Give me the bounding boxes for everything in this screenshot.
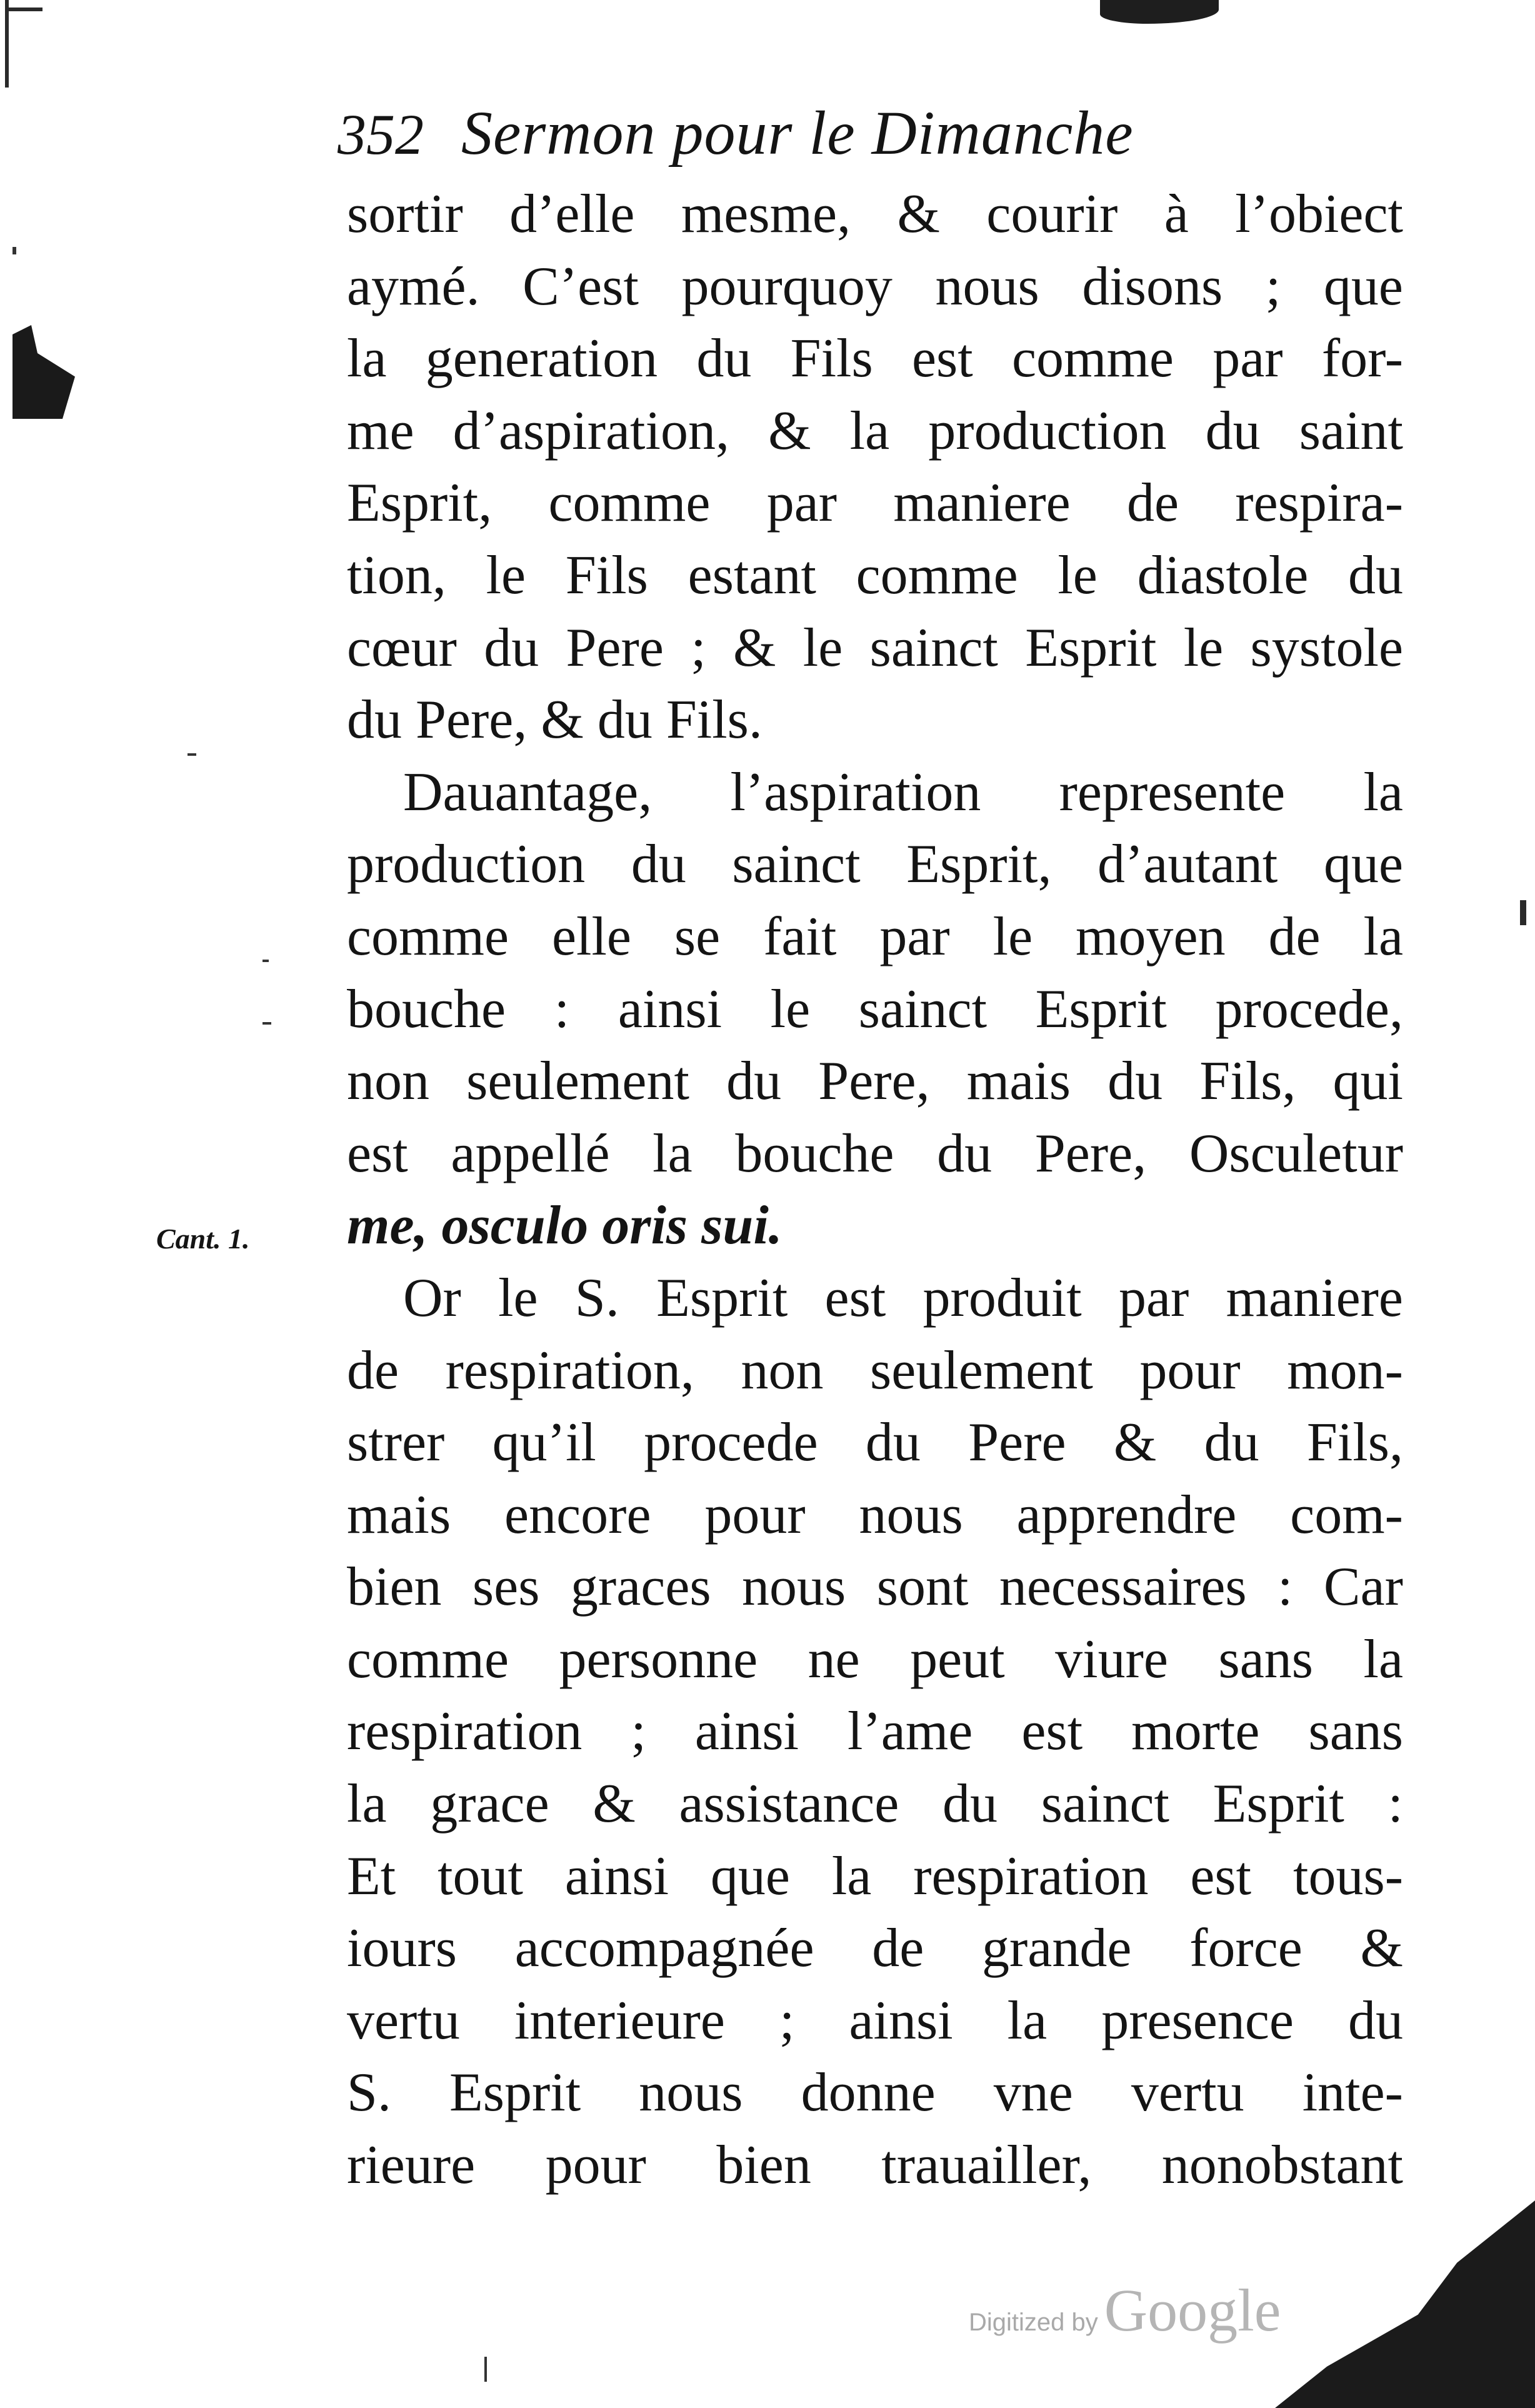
text-line: S. Esprit nous donne vne vertu inte- <box>347 2062 1403 2124</box>
scan-artifact-ink-right <box>1520 900 1526 925</box>
text-line: comme elle se fait par le moyen de la <box>347 906 1403 967</box>
text-line: Et tout ainsi que la respiration est tous- <box>347 1845 1403 1907</box>
scan-artifact-ink-bottom <box>1275 2200 1535 2408</box>
text-line: bien ses graces nous sont necessaires : Car <box>347 1557 1403 1618</box>
text-line: non seulement du Pere, mais du Fils, qui <box>347 1051 1403 1112</box>
text-line: production du sainct Esprit, d’autant que <box>347 834 1403 895</box>
text-line: sortir d’elle mesme, & courir à l’obiect <box>347 184 1403 244</box>
scan-speck <box>484 2357 487 2382</box>
text-line: iours accompagnée de grande force & <box>347 1918 1403 1979</box>
scan-speck <box>188 753 196 756</box>
text-line: rieure pour bien trauailler, nonobstant <box>347 2135 1403 2196</box>
text-line-latin-quote: me, osculo oris sui. <box>347 1195 782 1257</box>
text-line: bouche : ainsi le sainct Esprit procede, <box>347 978 1403 1040</box>
text-line: la grace & assistance du sainct Esprit : <box>347 1773 1403 1835</box>
scan-artifact-corner <box>5 0 9 88</box>
text-line: vertu interieure ; ainsi la presence du <box>347 1990 1403 2051</box>
text-line: me d’aspiration, & la production du saint <box>347 400 1403 461</box>
digitized-watermark <box>969 2275 1281 2345</box>
watermark-prefix: Digitized by <box>969 2309 1098 2336</box>
text-line: du Pere, & du Fils. <box>347 690 762 751</box>
scan-speck <box>262 1022 271 1025</box>
text-line: comme personne ne peut viure sans la <box>347 1628 1403 1690</box>
scan-artifact-ink-left <box>12 325 75 419</box>
text-line: mais encore pour nous apprendre com- <box>347 1484 1403 1545</box>
page-number: 352 <box>338 103 424 166</box>
text-line: respiration ; ainsi l’ame est morte sans <box>347 1701 1403 1762</box>
text-line: Dauantage, l’aspiration represente la <box>403 761 1403 823</box>
body-text <box>347 178 1403 2202</box>
scan-artifact-corner-bar <box>5 8 42 11</box>
text-line: est appellé la bouche du Pere, Osculetur <box>347 1123 1403 1184</box>
text-line: strer qu’il procede du Pere & du Fils, <box>347 1412 1403 1473</box>
text-line: Or le S. Esprit est produit par maniere <box>403 1267 1403 1328</box>
running-title: Sermon pour le Dimanche <box>461 98 1134 168</box>
watermark-brand-logo: Google <box>1104 2277 1281 2344</box>
running-head <box>338 97 1400 178</box>
text-line: Esprit, comme par maniere de respira- <box>347 473 1403 534</box>
text-line: de respiration, non seulement pour mon- <box>347 1340 1403 1401</box>
scan-artifact-ink-top <box>1100 0 1219 24</box>
scan-speck <box>262 960 269 962</box>
text-line: tion, le Fils estant comme le diastole du <box>347 544 1403 606</box>
margin-note: Cant. 1. <box>156 1223 250 1255</box>
text-line: cœur du Pere ; & le sainct Esprit le systole <box>347 617 1403 678</box>
text-line: la generation du Fils est comme par for- <box>347 328 1403 389</box>
text-line: aymé. C’est pourquoy nous disons ; que <box>347 256 1403 317</box>
scan-speck <box>12 247 16 254</box>
